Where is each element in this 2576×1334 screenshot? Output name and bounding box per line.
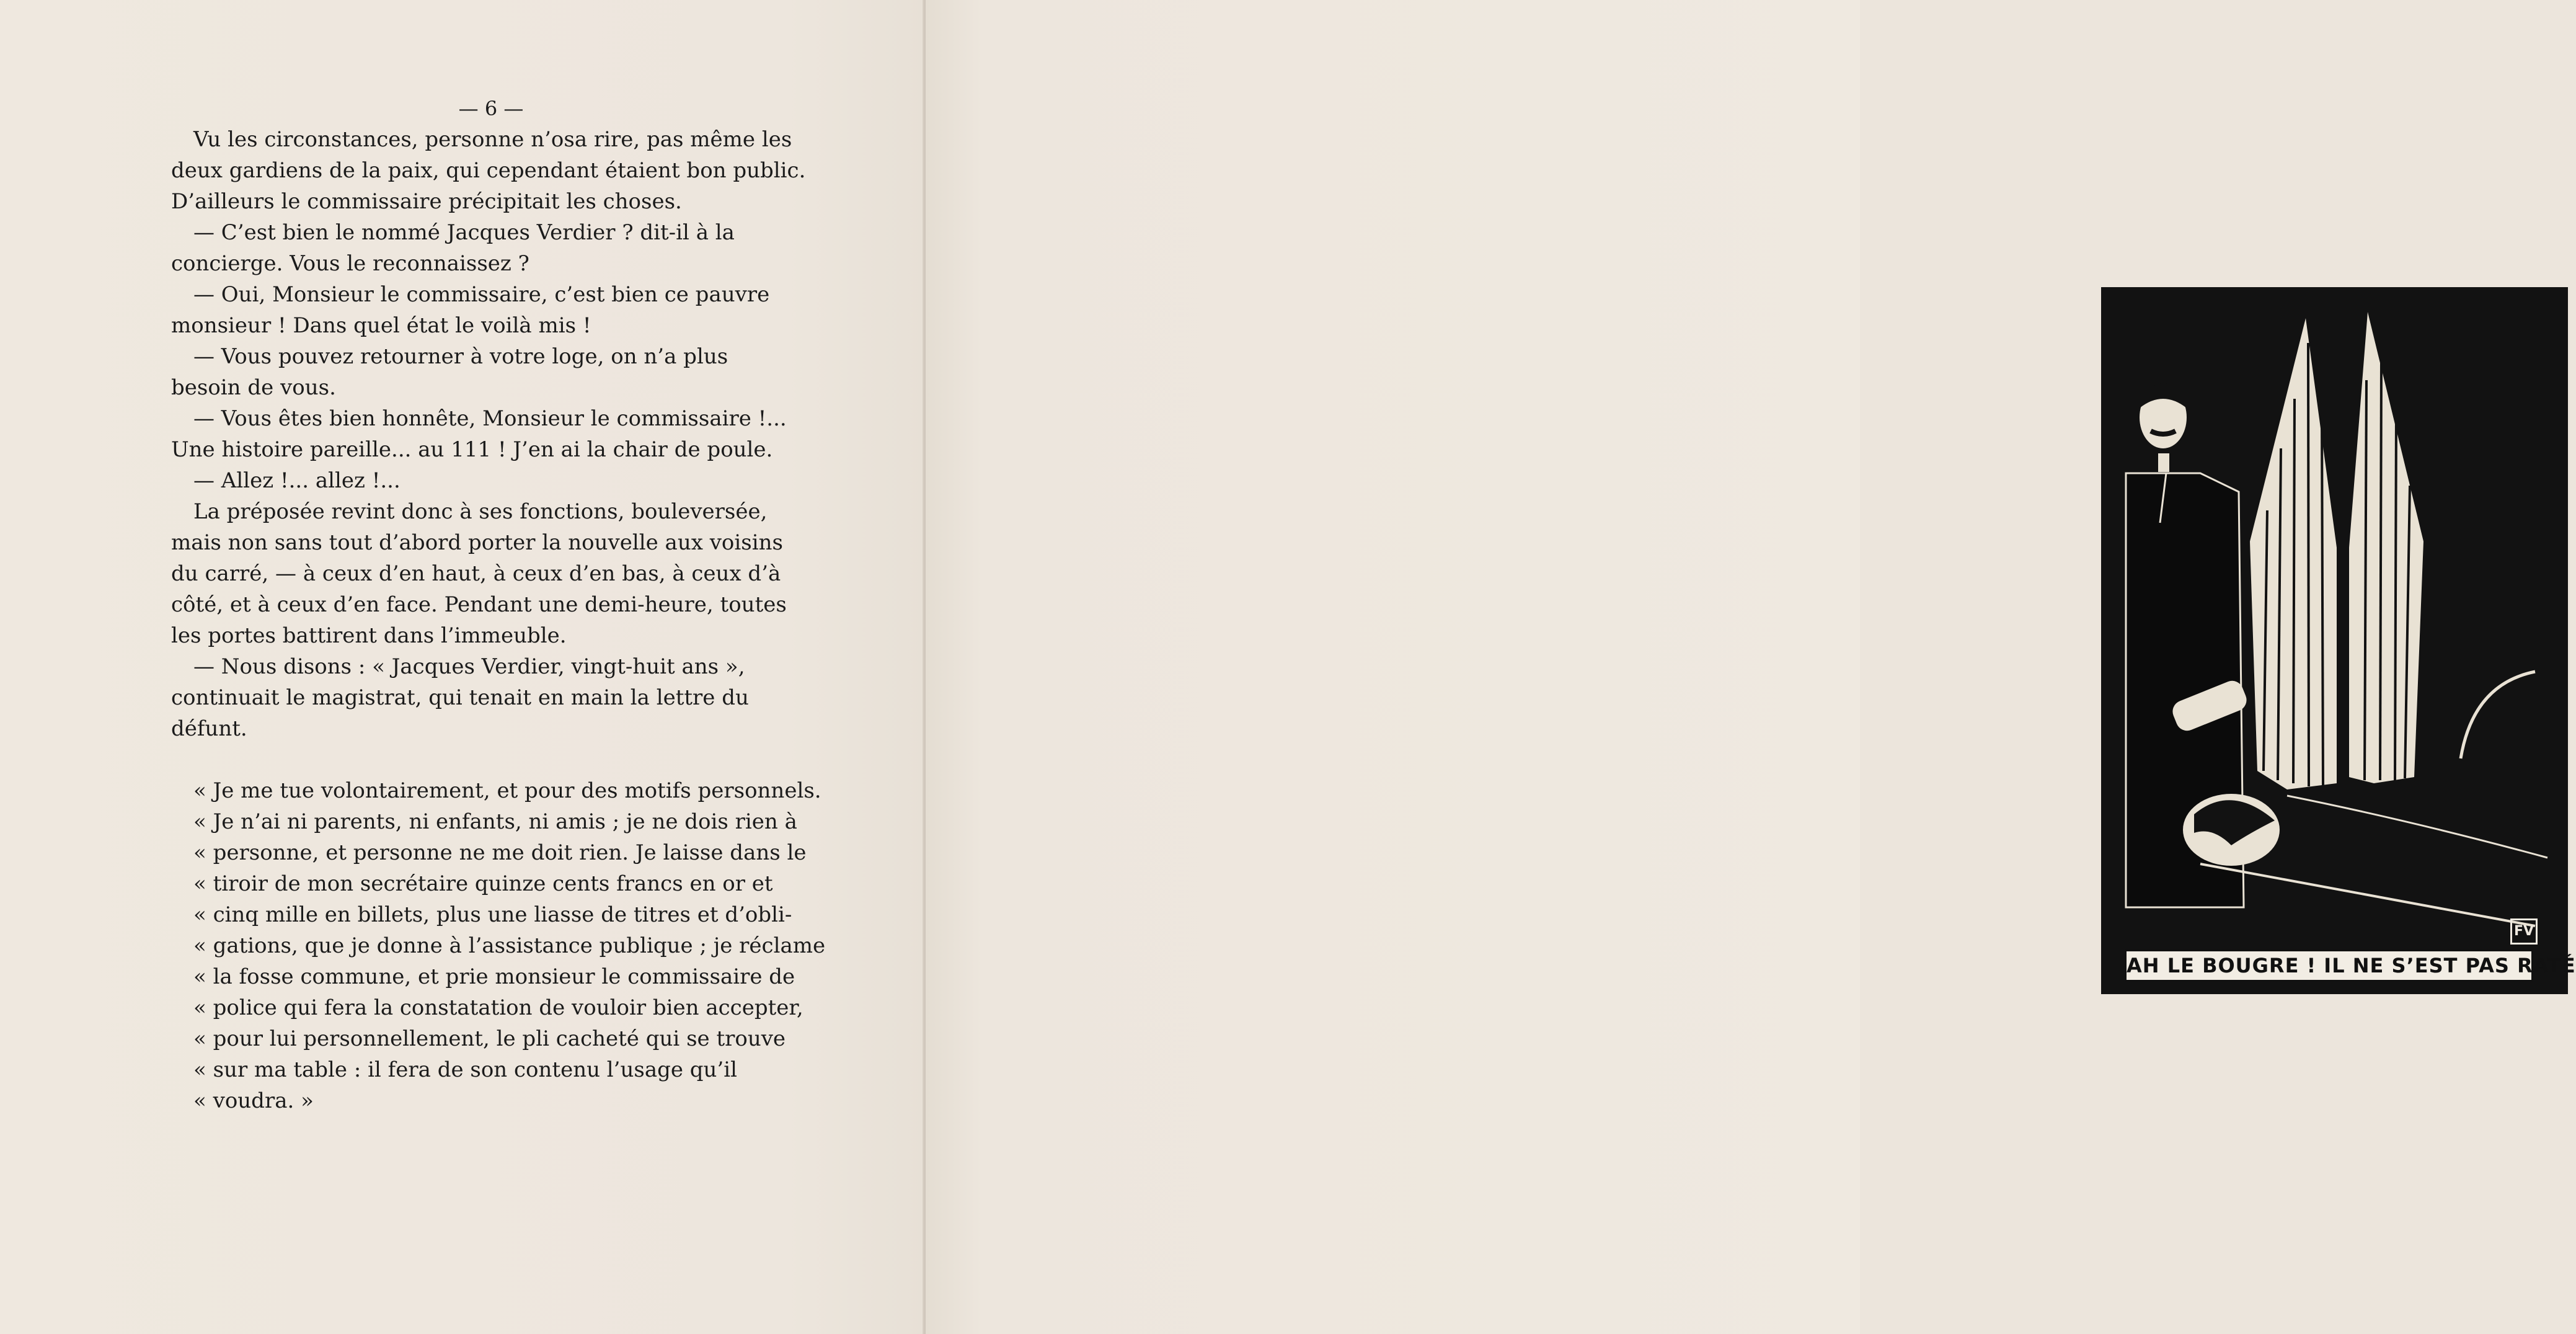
illustration-caption: AH LE BOUGRE ! IL NE S’EST PAS RATÉ: [2125, 949, 2533, 982]
right-page: [926, 0, 2576, 1334]
text-line: continuait le magistrat, qui tenait en main la lettre du: [171, 685, 749, 710]
text-line: — Vous êtes bien honnête, Monsieur le commissaire !...: [193, 406, 787, 431]
text-line: D’ailleurs le commissaire précipitait les choses.: [171, 189, 682, 214]
text-line: Vu les circonstances, personne n’osa rire, pas même les: [193, 127, 792, 152]
letter-line: « personne, et personne ne me doit rien. Je laisse dans le: [193, 840, 807, 865]
letter-line: « sur ma table : il fera de son contenu l’usage qu’il: [193, 1057, 738, 1082]
woodcut-illustration: [2101, 287, 2576, 994]
text-line: défunt.: [171, 716, 247, 741]
text-line: — Vous pouvez retourner à votre loge, on n’a plus: [193, 344, 728, 369]
text-line: côté, et à ceux d’en face. Pendant une demi-heure, toutes: [171, 592, 787, 617]
letter-line: « police qui fera la constatation de vouloir bien accepter,: [193, 995, 803, 1020]
text-line: concierge. Vous le reconnaissez ?: [171, 251, 529, 276]
text-line: — Nous disons : « Jacques Verdier, vingt-huit ans »,: [193, 654, 745, 679]
text-line: — Oui, Monsieur le commissaire, c’est bien ce pauvre: [193, 282, 770, 307]
letter-line: « la fosse commune, et prie monsieur le commissaire de: [193, 964, 795, 989]
text-line: deux gardiens de la paix, qui cependant étaient bon public.: [171, 158, 806, 183]
text-line: les portes battirent dans l’immeuble.: [171, 623, 567, 648]
letter-line: « tiroir de mon secrétaire quinze cents francs en or et: [193, 871, 773, 896]
letter-line: « Je n’ai ni parents, ni enfants, ni amis ; je ne dois rien à: [193, 809, 797, 834]
letter-line: « voudra. »: [193, 1088, 314, 1113]
text-line: — C’est bien le nommé Jacques Verdier ? dit-il à la: [193, 220, 735, 245]
left-page: [0, 0, 926, 1334]
letter-line: « pour lui personnellement, le pli cacheté qui se trouve: [193, 1026, 786, 1051]
text-line: mais non sans tout d’abord porter la nouvelle aux voisins: [171, 530, 783, 555]
letter-line: « Je me tue volontairement, et pour des motifs personnels.: [193, 778, 821, 803]
text-line: besoin de vous.: [171, 375, 336, 400]
text-line: monsieur ! Dans quel état le voilà mis !: [171, 313, 591, 338]
page-number: — 6 —: [458, 97, 524, 120]
artist-monogram: FV: [2510, 918, 2538, 945]
text-block: [171, 93, 826, 1116]
text-line: La préposée revint donc à ses fonctions, bouleversée,: [193, 499, 768, 524]
letter-line: « gations, que je donne à l’assistance publique ; je réclame: [193, 933, 826, 958]
text-line: Une histoire pareille... au 111 ! J’en ai la chair de poule.: [171, 437, 773, 462]
letter-line: « cinq mille en billets, plus une liasse de titres et d’obli-: [193, 902, 792, 927]
text-line: du carré, — à ceux d’en haut, à ceux d’en bas, à ceux d’à: [171, 561, 781, 586]
text-line: — Allez !... allez !...: [193, 468, 401, 493]
paragraph-gap: [171, 744, 799, 775]
woodcut-image: [2101, 287, 2568, 994]
